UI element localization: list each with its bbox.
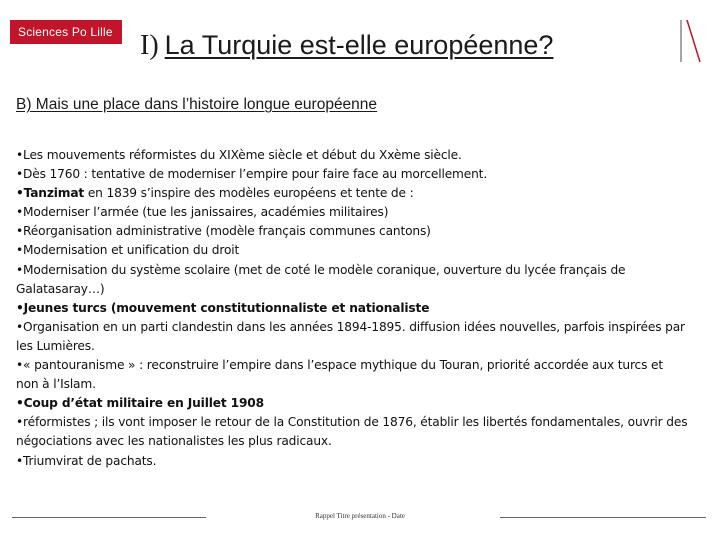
bullet-list (16, 146, 688, 471)
list-item: •« pantouranisme » : reconstruire l’empire dans l’espace mythique du Touran, priorité accordée aux turcs et non à l’Islam. (16, 358, 663, 392)
list-item: •Coup d’état militaire en Juillet 1908 (16, 396, 264, 411)
decorative-lines-icon (678, 16, 702, 66)
list-item: •Moderniser l’armée (tue les janissaires, académies militaires) (16, 205, 389, 220)
title-text: La Turquie est-elle européenne? (164, 30, 554, 60)
list-item: •réformistes ; ils vont imposer le retour de la Constitution de 1876, établir les libertés fondamentales, ouvrir des négociations avec les nationalistes les plus radicaux. (16, 415, 688, 449)
footer-divider-right (500, 517, 706, 518)
logo-text: Sciences Po Lille (18, 25, 113, 39)
section-subtitle: B) Mais une place dans l’histoire longue européenne (16, 96, 378, 113)
list-item: •Modernisation et unification du droit (16, 243, 240, 258)
list-item: •Organisation en un parti clandestin dans les années 1894-1895. diffusion idées nouvelles, parfois inspirées par les Lumières. (16, 319, 685, 353)
page-title (140, 28, 553, 63)
list-item: •Tanzimat en 1839 s’inspire des modèles européens et tente de : (16, 186, 414, 201)
footer-text: Rappel Titre présentation - Date (315, 512, 405, 520)
list-item: •Modernisation du système scolaire (met de coté le modèle coranique, ouverture du lycée français de Galatasaray…) (16, 262, 626, 296)
list-item: •Triumvirat de pachats. (16, 453, 157, 468)
list-item: •Les mouvements réformistes du XIXème siècle et début du Xxème siècle. (16, 148, 462, 162)
title-number: I) (140, 30, 159, 61)
list-item: •Jeunes turcs (mouvement constitutionnaliste et nationaliste (16, 300, 430, 315)
sciences-po-lille-logo (10, 20, 122, 44)
list-item: •Dès 1760 : tentative de moderniser l’empire pour faire face au morcellement. (16, 167, 488, 182)
list-item: •Réorganisation administrative (modèle français communes cantons) (16, 224, 431, 239)
